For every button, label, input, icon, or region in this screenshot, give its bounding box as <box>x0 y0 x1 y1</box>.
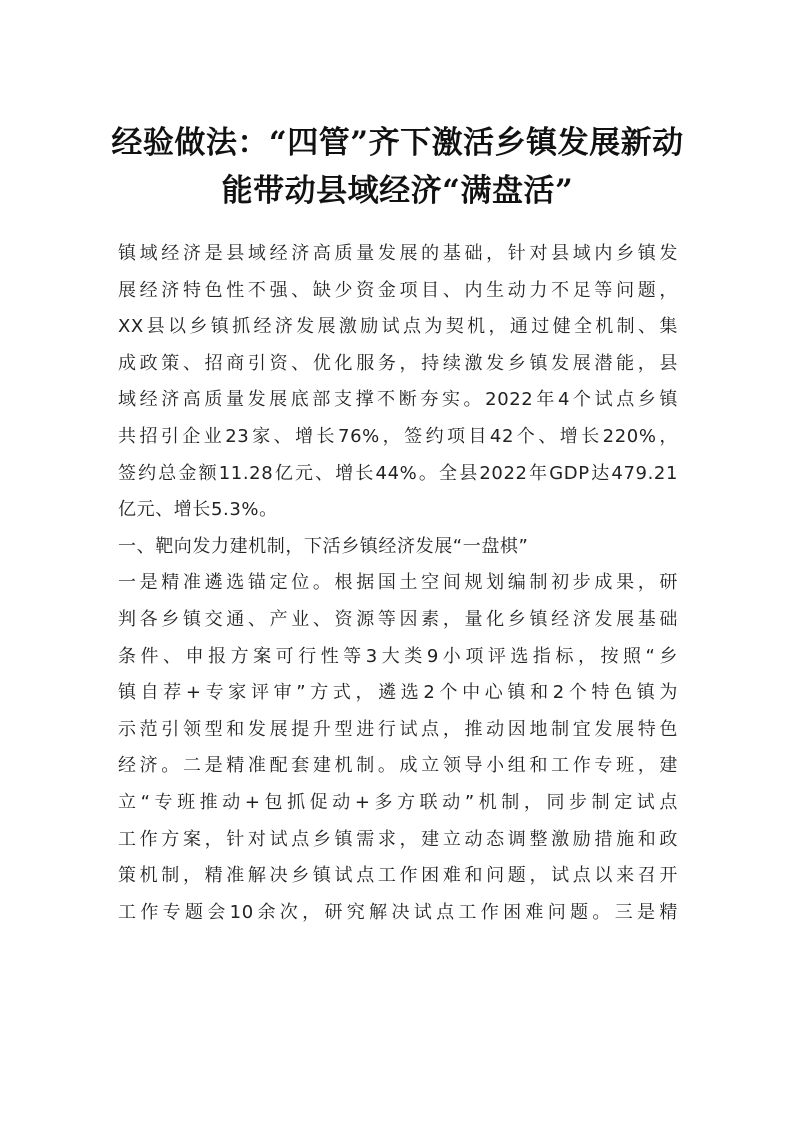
body-line: 立“专班推动+包抓促动+多方联动”机制，同步制定试点 <box>118 791 678 813</box>
body-line: 成政策、招商引资、优化服务，持续激发乡镇发展潜能，县 <box>118 352 678 374</box>
document-body <box>118 236 678 931</box>
body-line: 策机制，精准解决乡镇试点工作困难和问题，试点以来召开 <box>118 865 678 887</box>
body-line: 签约总金额11.28亿元、增长44%。全县2022年GDP达479.21 <box>118 462 678 484</box>
body-line: 判各乡镇交通、产业、资源等因素，量化乡镇经济发展基础 <box>118 608 678 630</box>
body-line: 工作方案，针对试点乡镇需求，建立动态调整激励措施和政 <box>118 828 678 850</box>
body-line: 镇域经济是县域经济高质量发展的基础，针对县域内乡镇发 <box>118 243 678 264</box>
body-line: 一是精准遴选锚定位。根据国土空间规划编制初步成果，研 <box>118 572 678 594</box>
body-line: 共招引企业23家、增长76%，签约项目42个、增长220%， <box>118 425 678 447</box>
body-line: 亿元、增长5.3%。 <box>118 499 278 521</box>
document-title-line-2: 能带动县域经济“满盘活” <box>221 173 574 209</box>
section-heading: 一、靶向发力建机制，下活乡镇经济发展“一盘棋” <box>118 535 529 557</box>
body-line: 镇自荐+专家评审”方式，遴选2个中心镇和2个特色镇为 <box>118 682 678 704</box>
body-line: 展经济特色性不强、缺少资金项目、内生动力不足等问题， <box>118 279 678 301</box>
body-line: 域经济高质量发展底部支撑不断夯实。2022年4个试点乡镇 <box>118 389 678 411</box>
body-line: 示范引领型和发展提升型进行试点，推动因地制宜发展特色 <box>118 718 678 740</box>
document-title-line-1: 经验做法：“四管”齐下激活乡镇发展新动 <box>111 125 684 161</box>
body-line: XX县以乡镇抓经济发展激励试点为契机，通过健全机制、集 <box>118 316 678 338</box>
body-line: 条件、申报方案可行性等3大类9小项评选指标，按照“乡 <box>118 645 678 667</box>
body-line: 工作专题会10余次，研究解决试点工作困难问题。三是精 <box>118 901 678 923</box>
body-line: 经济。二是精准配套建机制。成立领导小组和工作专班，建 <box>118 755 678 777</box>
